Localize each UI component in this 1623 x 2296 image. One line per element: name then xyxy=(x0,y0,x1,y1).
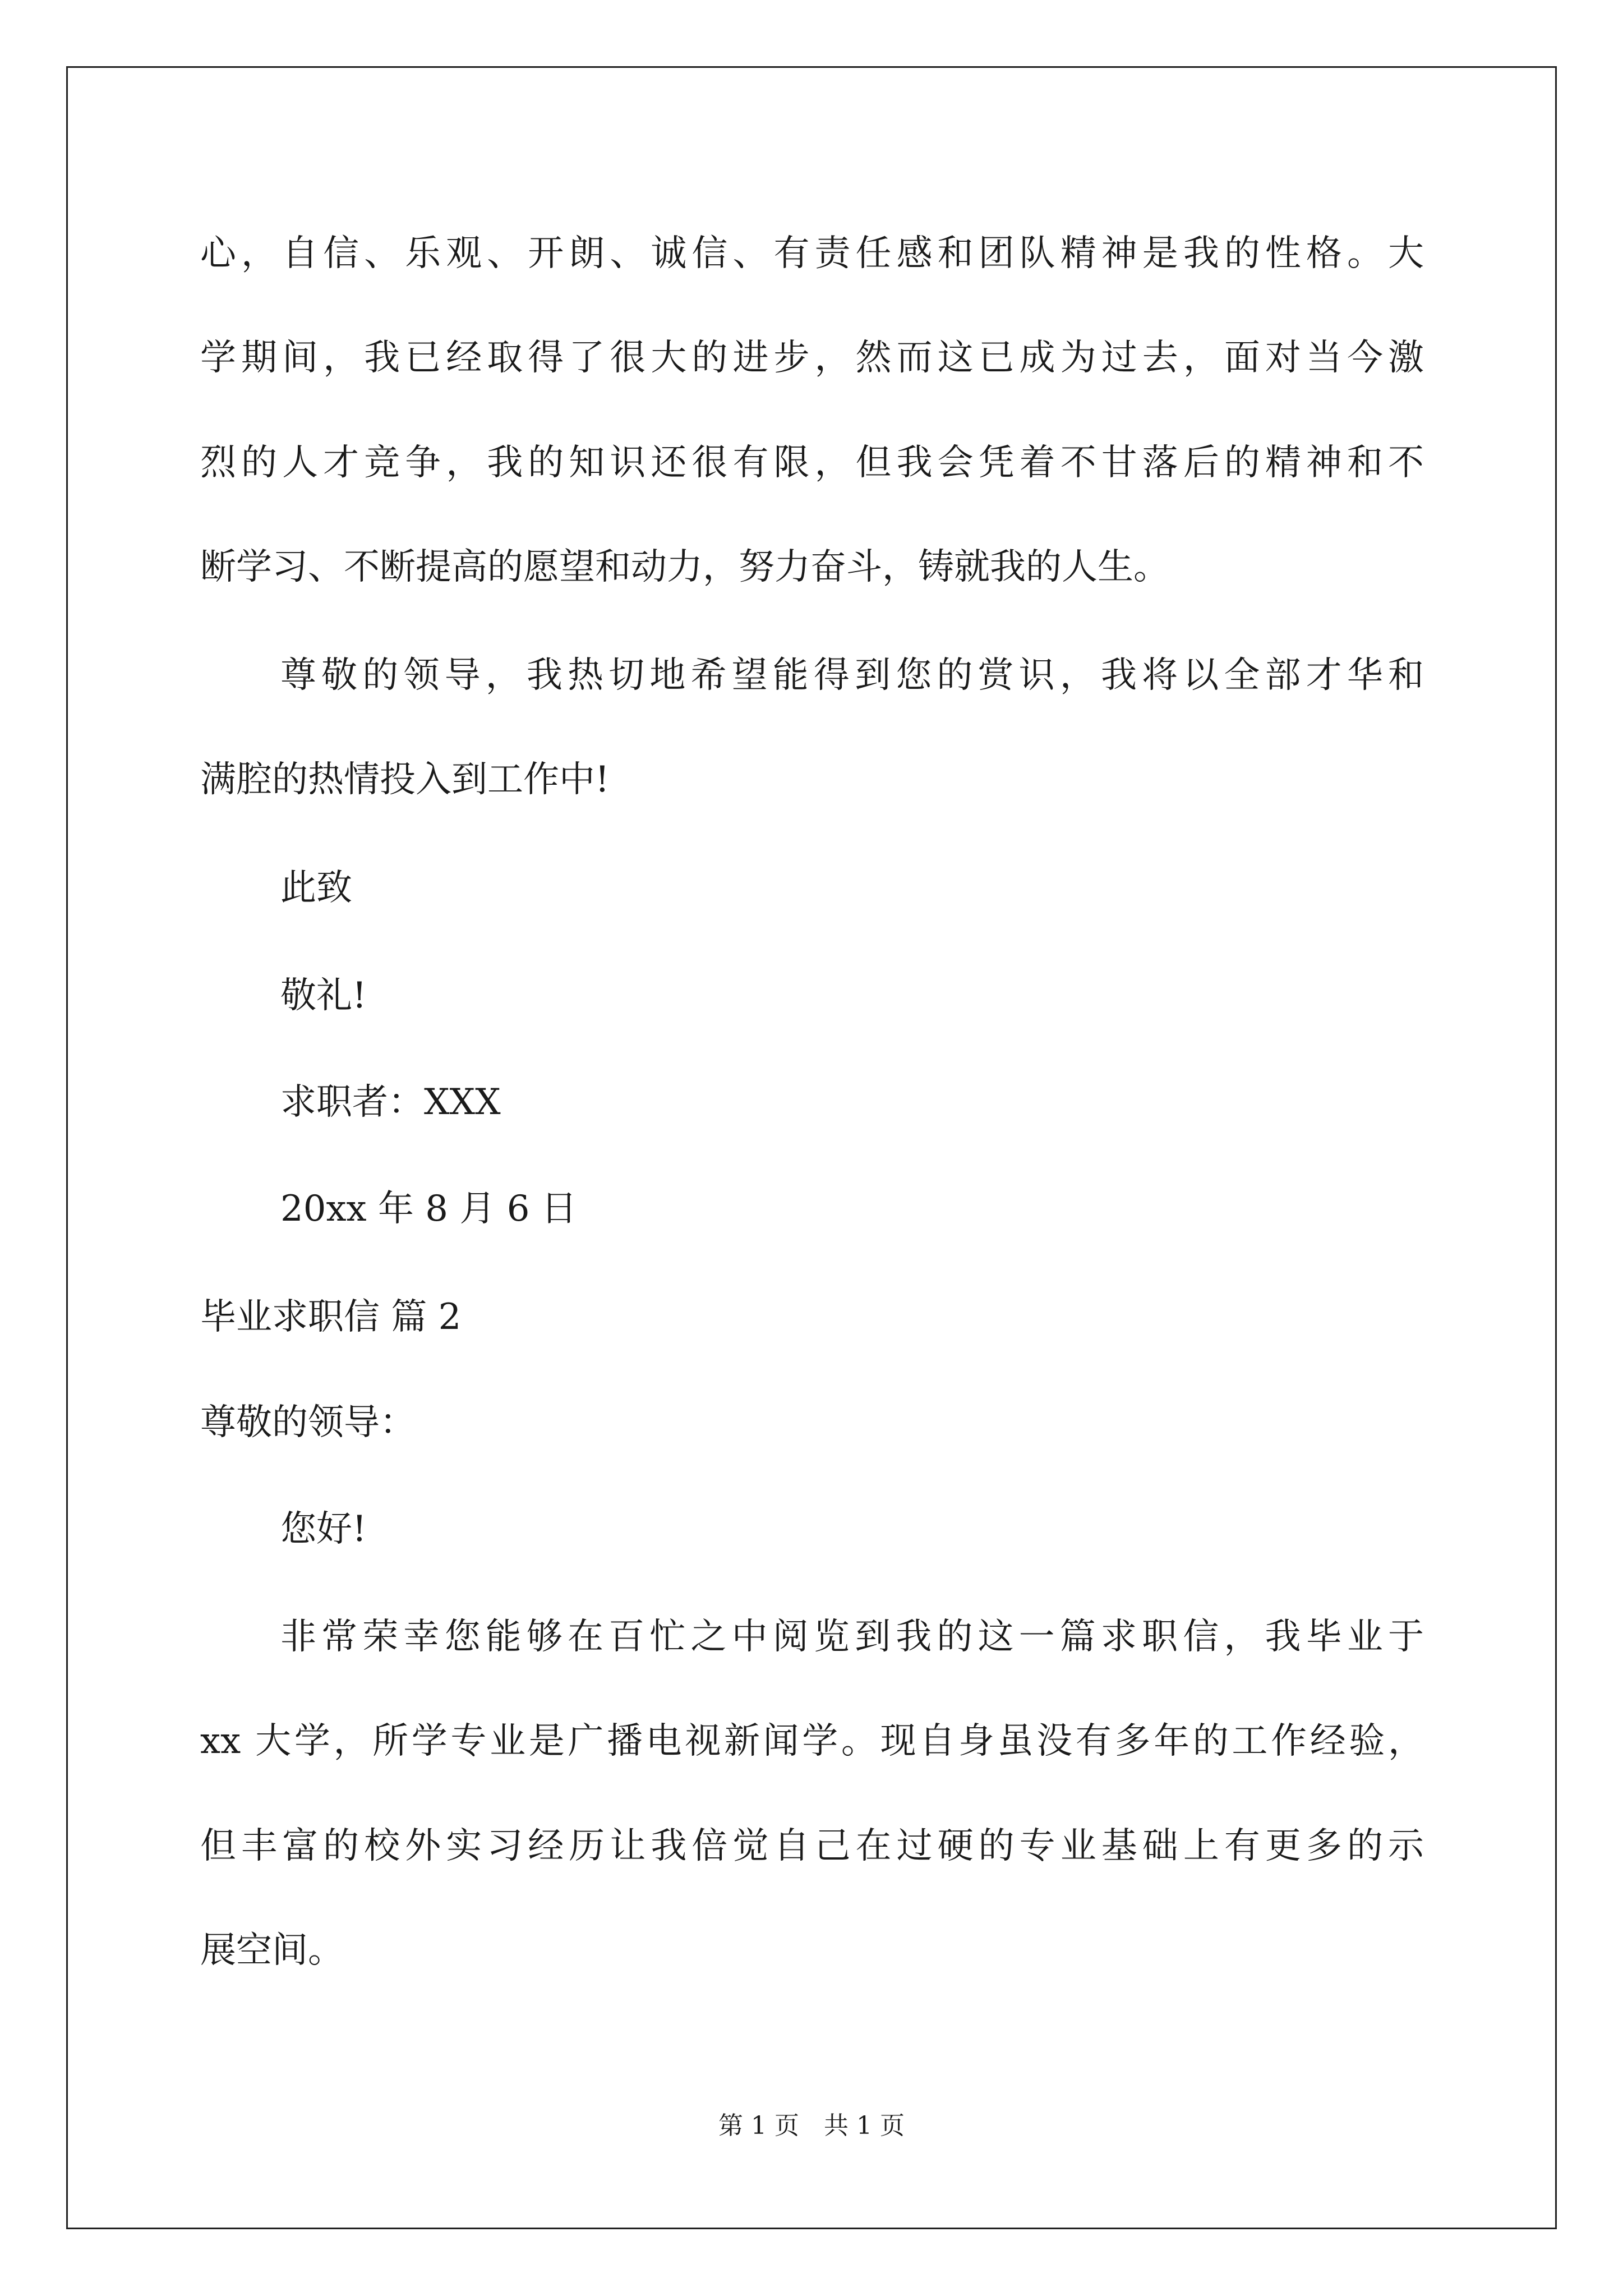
paragraph-line: 非常荣幸您能够在百忙之中阅览到我的这一篇求职信，我毕业于 xyxy=(280,1616,1424,1658)
closing-respect: 敬礼! xyxy=(280,975,367,1016)
body-line: 展空间。 xyxy=(200,1930,344,1971)
signature-date: 20xx 年 8 月 6 日 xyxy=(280,1188,577,1230)
closing-salutation: 此致 xyxy=(280,867,352,909)
body-line: xx 大学，所学专业是广播电视新闻学。现自身虽没有多年的工作经验， xyxy=(200,1720,1424,1762)
paragraph-line: 尊敬的领导，我热切地希望能得到您的赏识，我将以全部才华和 xyxy=(280,655,1424,696)
body-line: 但丰富的校外实习经历让我倍觉自己在过硬的专业基础上有更多的示 xyxy=(200,1825,1424,1867)
page-number-footer: 第 1 页 共 1 页 xyxy=(718,2111,905,2140)
body-line: 学期间，我已经取得了很大的进步，然而这已成为过去，面对当今激 xyxy=(200,337,1424,379)
body-line: 烈的人才竞争，我的知识还很有限，但我会凭着不甘落后的精神和不 xyxy=(200,442,1424,484)
page-frame xyxy=(66,66,1557,2229)
section-heading: 毕业求职信 篇 2 xyxy=(200,1296,462,1338)
signature-applicant: 求职者：XXX xyxy=(280,1082,501,1123)
body-line: 心，自信、乐观、开朗、诚信、有责任感和团队精神是我的性格。大 xyxy=(200,233,1424,274)
greeting: 尊敬的领导： xyxy=(200,1402,416,1443)
body-line: 满腔的热情投入到工作中! xyxy=(200,759,610,800)
greeting-hello: 您好! xyxy=(280,1508,367,1550)
body-line: 断学习、不断提高的愿望和动力，努力奋斗，铸就我的人生。 xyxy=(200,546,1169,588)
